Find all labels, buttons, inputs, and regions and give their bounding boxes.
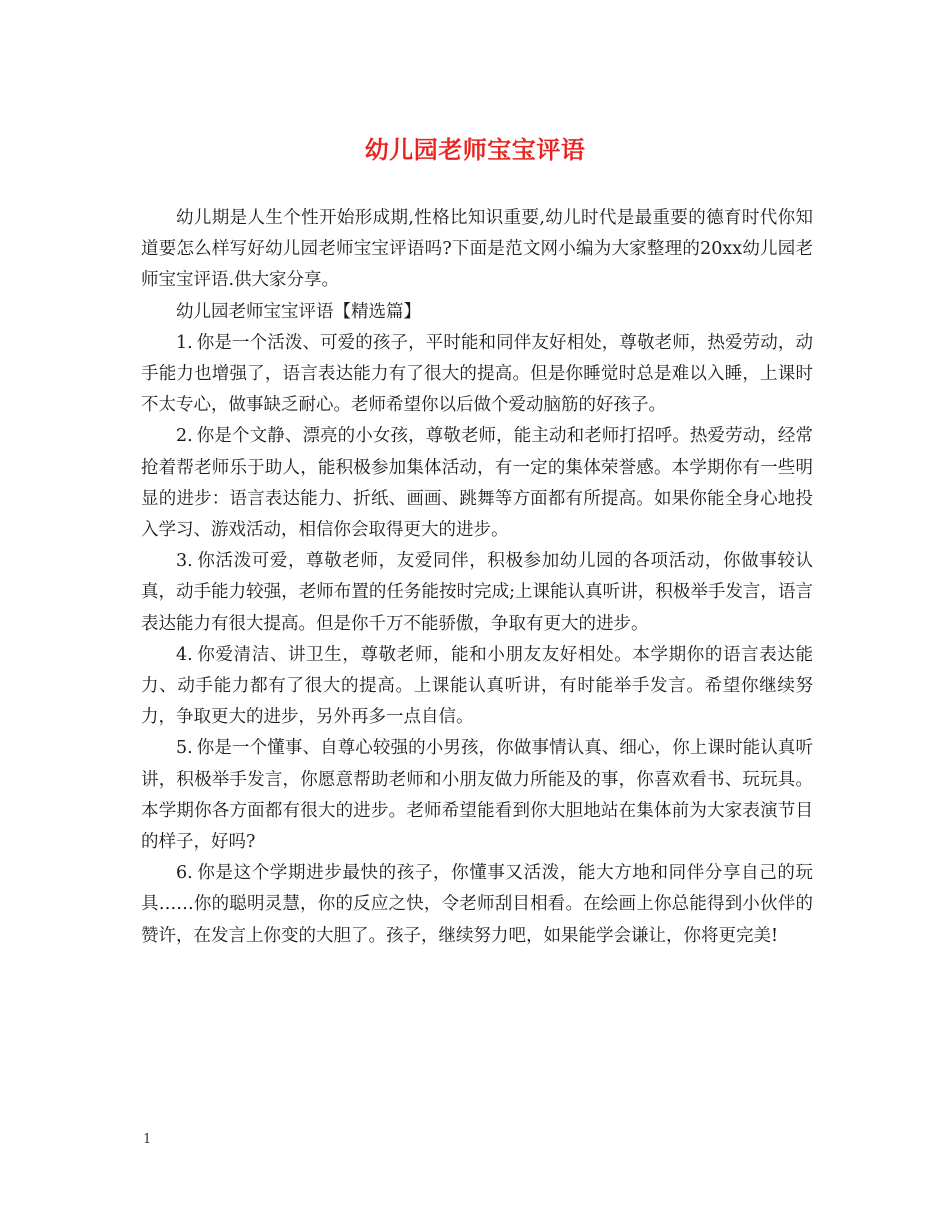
intro-paragraph: 幼儿期是人生个性开始形成期,性格比知识重要,幼儿时代是最重要的德育时代你知道要怎么样写好幼儿园老师宝宝评语吗?下面是范文网小编为大家整理的20xx幼儿园老师宝宝评语.供大家分享。 [141, 208, 813, 291]
comment-item-3 [141, 546, 813, 640]
comment-item-4 [141, 640, 813, 734]
comment-number: 4. [176, 644, 193, 665]
comment-item-6 [141, 858, 813, 952]
comment-number: 5. [176, 738, 193, 759]
section-heading: 幼儿园老师宝宝评语【精选篇】 [176, 301, 421, 322]
comment-item-5 [141, 733, 813, 858]
page-number: 1 [143, 1132, 152, 1147]
comment-item-1 [141, 328, 813, 422]
comment-number: 1. [176, 332, 193, 353]
comment-text: 你是一个活泼、可爱的孩子，平时能和同伴友好相处，尊敬老师，热爱劳动，动手能力也增强了，语言表达能力有了很大的提高。但是你睡觉时总是难以入睡，上课时不太专心，做事缺乏耐心。老师希望你以后做个爱动脑筋的好孩子。 [141, 332, 813, 416]
comment-text: 你是一个懂事、自尊心较强的小男孩，你做事情认真、细心，你上课时能认真听讲，积极举手发言，你愿意帮助老师和小朋友做力所能及的事，你喜欢看书、玩玩具。本学期你各方面都有很大的进步。老师希望能看到你大胆地站在集体前为大家表演节目的样子，好吗? [141, 738, 813, 853]
comment-number: 6. [176, 863, 193, 884]
document-title: 幼儿园老师宝宝评语 [364, 135, 586, 164]
comment-text: 你活泼可爱，尊敬老师，友爱同伴，积极参加幼儿园的各项活动，你做事较认真，动手能力较强，老师布置的任务能按时完成;上课能认真听讲，积极举手发言，语言表达能力有很大提高。但是你千万不能骄傲，争取有更大的进步。 [141, 551, 813, 634]
comment-item-2 [141, 421, 813, 546]
comment-text: 你是个文静、漂亮的小女孩，尊敬老师，能主动和老师打招呼。热爱劳动，经常抢着帮老师乐于助人，能积极参加集体活动，有一定的集体荣誉感。本学期你有一些明显的进步：语言表达能力、折纸、画画、跳舞等方面都有所提高。如果你能全身心地投入学习、游戏活动，相信你会取得更大的进步。 [141, 426, 813, 541]
comment-number: 3. [176, 551, 193, 572]
document-body [141, 203, 813, 952]
comment-number: 2. [176, 426, 193, 447]
comment-text: 你爱清洁、讲卫生，尊敬老师，能和小朋友友好相处。本学期你的语言表达能力、动手能力都有了很大的提高。上课能认真听讲，有时能举手发言。希望你继续努力，争取更大的进步，另外再多一点自信。 [141, 644, 813, 728]
comment-text: 你是这个学期进步最快的孩子，你懂事又活泼，能大方地和同伴分享自己的玩具……你的聪明灵慧，你的反应之快，令老师刮目相看。在绘画上你总能得到小伙伴的赞许，在发言上你变的大胆了。孩子，继续努力吧，如果能学会谦让，你将更完美! [141, 863, 813, 946]
